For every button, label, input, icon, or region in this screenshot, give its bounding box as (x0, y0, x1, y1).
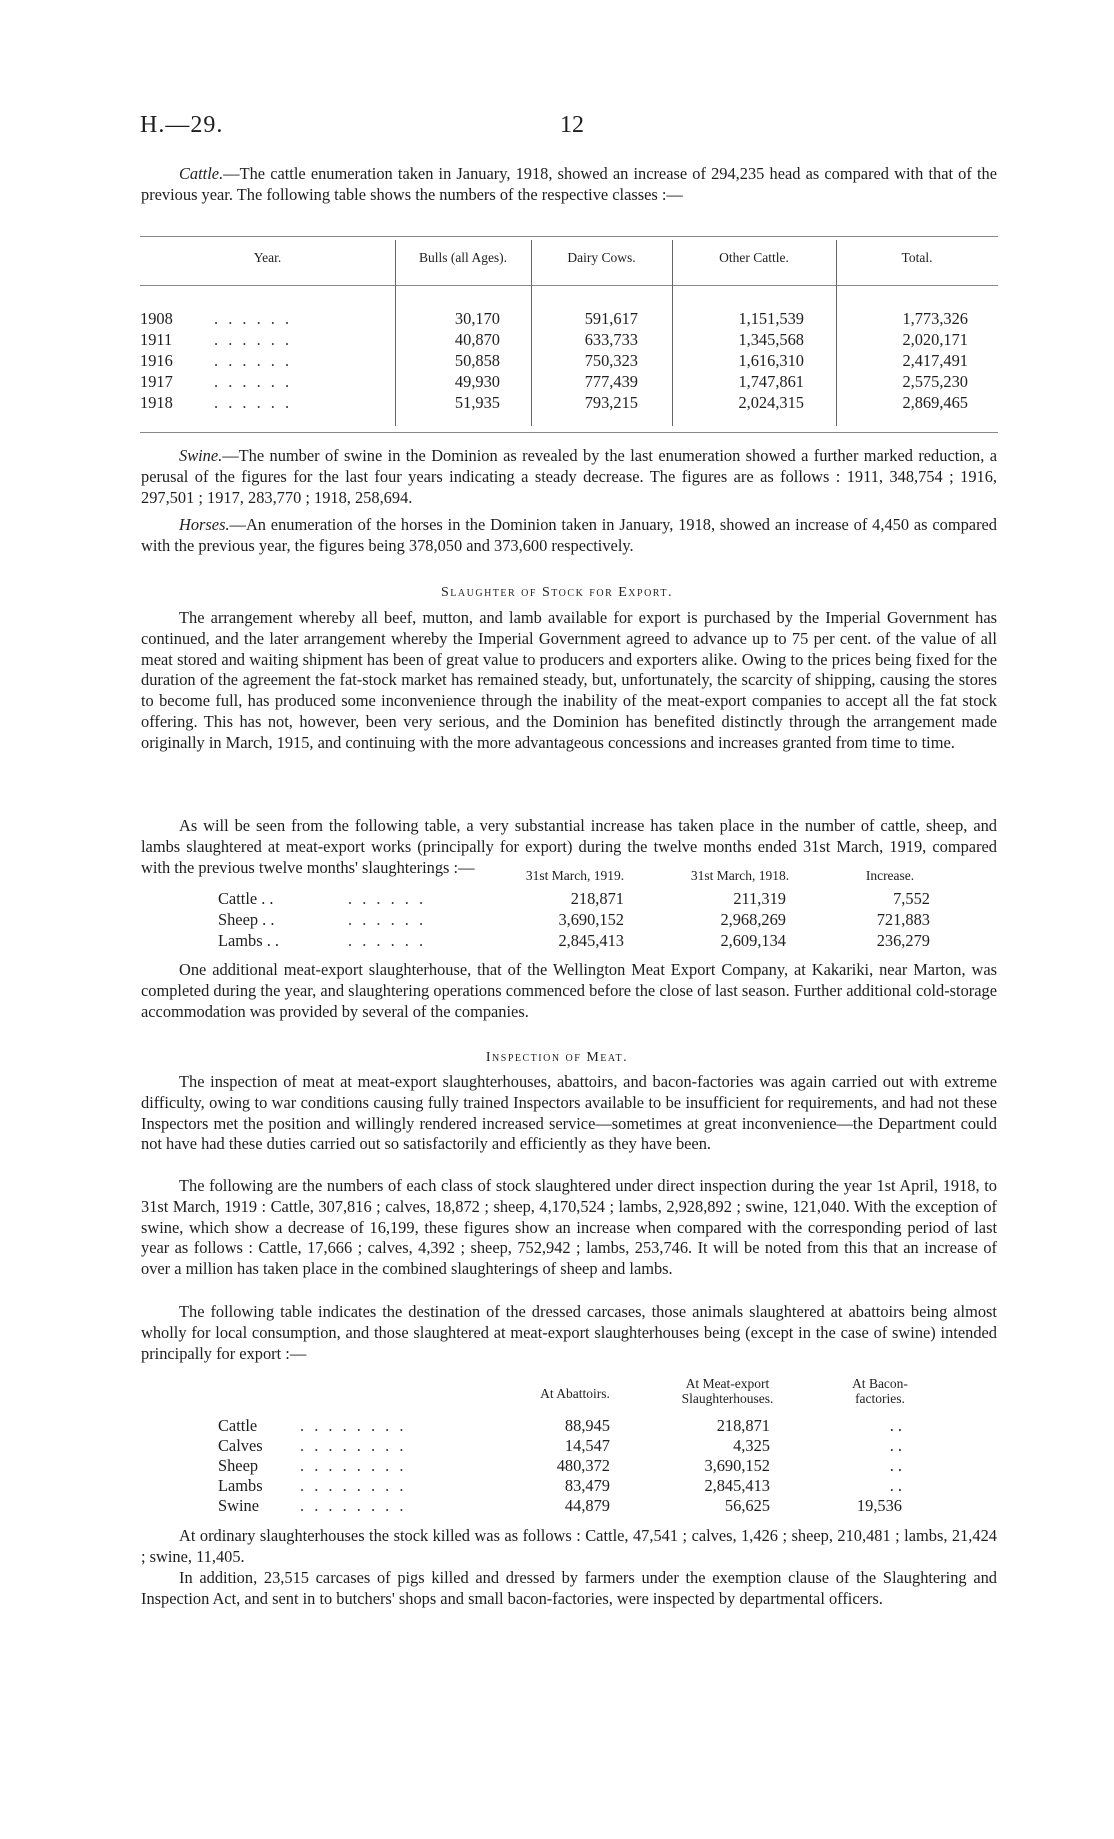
table-cell: 218,871 (716, 1416, 770, 1435)
table-cell: 2,020,171 (902, 330, 968, 349)
table-cell: 1918 (140, 393, 173, 412)
table-cell: 1,773,326 (902, 309, 968, 328)
table-cell: 30,170 (454, 309, 500, 328)
table-cell: 236,279 (876, 931, 930, 950)
column-header: Increase. (865, 868, 915, 883)
leader-dots: . . . . . . . . (300, 1416, 407, 1435)
table-cell: 2,869,465 (902, 393, 968, 412)
leader-dots: . . . . . . . . (300, 1436, 407, 1455)
inspection-paragraph: The following are the numbers of each class of stock slaughtered under direct inspection during the year 1st April, 1918, to 31st March, 1919 : Cattle, 307,816 ; calves, 18,872 ; sheep, 4,170,524 ; lambs, 2,928,892 ; swine, 121,040. With the exception of swine, which show a decrease of 16,199, these figures show an increase when compared with the corresponding period of last year as follows : Cattle, 17,666 ; calves, 4,392 ; sheep, 752,942 ; lambs, 253,746. It will be noted from this that an increase of over a million has taken place in the combined slaughterings of sheep and lambs. (141, 1176, 997, 1279)
table-cell: Lambs . . (218, 931, 280, 950)
table-cell: 633,733 (584, 330, 638, 349)
table-cell: 1,616,310 (738, 351, 804, 370)
table-cell: 83,479 (564, 1476, 610, 1495)
horses-lead: Horses. (179, 515, 230, 534)
inspection-paragraph: In addition, 23,515 carcases of pigs killed and dressed by farmers under the exemption clause of the Slaughtering and Inspection Act, and sent in to butchers' shops and small bacon-factories, were inspected by departmental officers. (141, 1568, 997, 1608)
table-cell: 1917 (140, 372, 173, 391)
swine-text: —The number of swine in the Dominion as revealed by the last enumeration showed a further marked reduction, a perusal of the figures for the last four years indicating a steady decrease. The figures are as follows : 1911, 348,754 ; 1916, 297,501 ; 1917, 283,770 ; 1918, 258,694. (141, 446, 997, 507)
horses-paragraph (141, 515, 997, 557)
table-cell: 1,345,568 (738, 330, 804, 349)
column-header: Total. (901, 250, 933, 265)
leader-dots: . . . . . . (348, 931, 427, 950)
table-rule (140, 236, 998, 237)
table-cell: 51,935 (454, 393, 500, 412)
table-cell: Sheep (218, 1456, 259, 1475)
document-reference: H.—29. (140, 112, 224, 138)
table-cell: 793,215 (584, 393, 638, 412)
table-cell: 3,690,152 (558, 910, 624, 929)
table-cell: . . (889, 1456, 902, 1475)
table-cell: 40,870 (454, 330, 500, 349)
column-header: At Abattoirs. (540, 1386, 610, 1401)
table-cell: 49,930 (454, 372, 500, 391)
leader-dots: . . . . . . . . (300, 1476, 407, 1495)
table-cell: 2,968,269 (720, 910, 786, 929)
table-rule (140, 285, 998, 286)
export-slaughter-table (140, 868, 998, 950)
table-cell: Cattle . . (218, 889, 274, 908)
leader-dots: . . . . . . (214, 351, 293, 370)
column-divider (836, 240, 837, 426)
table-cell: Sheep . . (218, 910, 275, 929)
table-cell: 750,323 (584, 351, 638, 370)
table-cell: Calves (218, 1436, 263, 1455)
leader-dots: . . . . . . (214, 330, 293, 349)
column-divider (395, 240, 396, 426)
table-cell: 1911 (140, 330, 173, 349)
table-cell: 14,547 (564, 1436, 610, 1455)
swine-lead: Swine. (179, 446, 223, 465)
leader-dots: . . . . . . . . (300, 1496, 407, 1515)
table-cell: 1,747,861 (738, 372, 804, 391)
table-cell: 1908 (140, 309, 173, 328)
table-cell: 2,417,491 (902, 351, 968, 370)
section-heading-slaughter: Slaughter of Stock for Export. (441, 585, 673, 600)
table-cell: 3,690,152 (704, 1456, 770, 1475)
section-heading-inspection: Inspection of Meat. (485, 1050, 629, 1065)
slaughter-paragraph: One additional meat-export slaughterhouse, that of the Wellington Meat Export Company, at Kakariki, near Marton, was completed during the year, and slaughtering operations commenced before the close of last season. Further additional cold-storage accommodation was provided by several of the companies. (141, 960, 997, 1021)
inspection-paragraph: The inspection of meat at meat-export slaughterhouses, abattoirs, and bacon-factories was again carried out with extreme difficulty, owing to war conditions causing fully trained Inspectors available to be insufficient for requirements, and had not these Inspectors met the position and willingly rendered increased service—sometimes at great inconvenience—the Department could not have had these duties carried out so satisfactorily and efficiently as they have been. (141, 1072, 997, 1154)
table-cell: 2,609,134 (720, 931, 786, 950)
table-cell: 211,319 (733, 889, 786, 908)
leader-dots: . . . . . . (214, 393, 293, 412)
leader-dots: . . . . . . (214, 372, 293, 391)
table-cell: . . (889, 1416, 902, 1435)
page-number: 12 (560, 112, 584, 138)
table-cell: 591,617 (584, 309, 638, 328)
cattle-paragraph (141, 164, 997, 206)
column-header: Dairy Cows. (567, 250, 636, 265)
destination-table (140, 1376, 998, 1516)
column-header: 31st March, 1918. (690, 868, 790, 883)
leader-dots: . . . . . . (348, 910, 427, 929)
table-cell: . . (889, 1436, 902, 1455)
table-cell: 2,845,413 (704, 1476, 770, 1495)
table-cell: 44,879 (564, 1496, 610, 1515)
cattle-table (140, 236, 998, 436)
column-header: At Bacon-factories. (852, 1376, 908, 1406)
horses-text: —An enumeration of the horses in the Dominion taken in January, 1918, showed an increase of 4,450 as compared with the previous year, the figures being 378,050 and 373,600 respectively. (141, 515, 997, 555)
cattle-text: —The cattle enumeration taken in January, 1918, showed an increase of 294,235 head as compared with that of the previous year. The following table shows the numbers of the respective classes :— (141, 164, 997, 204)
table-cell: 721,883 (876, 910, 930, 929)
table-cell: Lambs (218, 1476, 263, 1495)
table-cell: 1916 (140, 351, 173, 370)
leader-dots: . . . . . . . . (300, 1456, 407, 1475)
table-cell: . . (889, 1476, 902, 1495)
table-cell: 88,945 (564, 1416, 610, 1435)
column-divider (672, 240, 673, 426)
slaughter-paragraph: The arrangement whereby all beef, mutton, and lamb available for export is purchased by the Imperial Government has continued, and the later arrangement whereby the Imperial Government agreed to advance up to 75 per cent. of the value of all meat stored and waiting shipment has been of great value to producers and exporters alike. Owing to the prices being fixed for the duration of the agreement the fat-stock market has remained steady, but, unfortunately, the scarcity of shipping, causing the stores to become full, has produced some inconvenience through the inability of the meat-export companies to accept all the fat stock offering. This has not, however, been very serious, and the Dominion has benefited distinctly through the arrangement made originally in March, 1915, and continuing with the more advantageous concessions and increases granted from time to time. (141, 608, 997, 752)
column-header: Year. (253, 250, 282, 265)
cattle-lead: Cattle. (179, 164, 224, 183)
table-cell: 2,024,315 (738, 393, 804, 412)
table-cell: 56,625 (724, 1496, 770, 1515)
table-cell: 1,151,539 (738, 309, 804, 328)
table-cell: 50,858 (454, 351, 500, 370)
leader-dots: . . . . . . (348, 889, 427, 908)
inspection-paragraph: At ordinary slaughterhouses the stock killed was as follows : Cattle, 47,541 ; calves, 1,426 ; sheep, 210,481 ; lambs, 21,424 ; swine, 11,405. (141, 1526, 997, 1566)
table-cell: 480,372 (556, 1456, 610, 1475)
inspection-paragraph: The following table indicates the destination of the dressed carcases, those animals slaughtered at abattoirs being almost wholly for local consumption, and those slaughtered at meat-export slaughterhouses being (except in the case of swine) intended principally for export :— (141, 1302, 997, 1363)
slaughter-paragraph: As will be seen from the following table, a very substantial increase has taken place in the number of cattle, sheep, and lambs slaughtered at meat-export works (principally for export) during the twelve months ended 31st March, 1919, compared with the previous twelve months' slaughterings :— (141, 816, 997, 877)
table-cell: 2,575,230 (902, 372, 968, 391)
column-header: 31st March, 1919. (525, 868, 625, 883)
table-cell: Cattle (218, 1416, 258, 1435)
column-header: Other Cattle. (719, 250, 789, 265)
leader-dots: . . . . . . (214, 309, 293, 328)
table-cell: 19,536 (856, 1496, 902, 1515)
table-cell: 7,552 (893, 889, 930, 908)
table-cell: 4,325 (733, 1436, 770, 1455)
column-header: Bulls (all Ages). (418, 250, 508, 265)
column-header: At Meat-export Slaughterhouses. (681, 1376, 774, 1406)
column-divider (531, 240, 532, 426)
table-rule (140, 432, 998, 433)
table-cell: 777,439 (584, 372, 638, 391)
swine-paragraph (141, 446, 997, 508)
table-cell: Swine (218, 1496, 259, 1515)
table-cell: 2,845,413 (558, 931, 624, 950)
table-cell: 218,871 (570, 889, 624, 908)
